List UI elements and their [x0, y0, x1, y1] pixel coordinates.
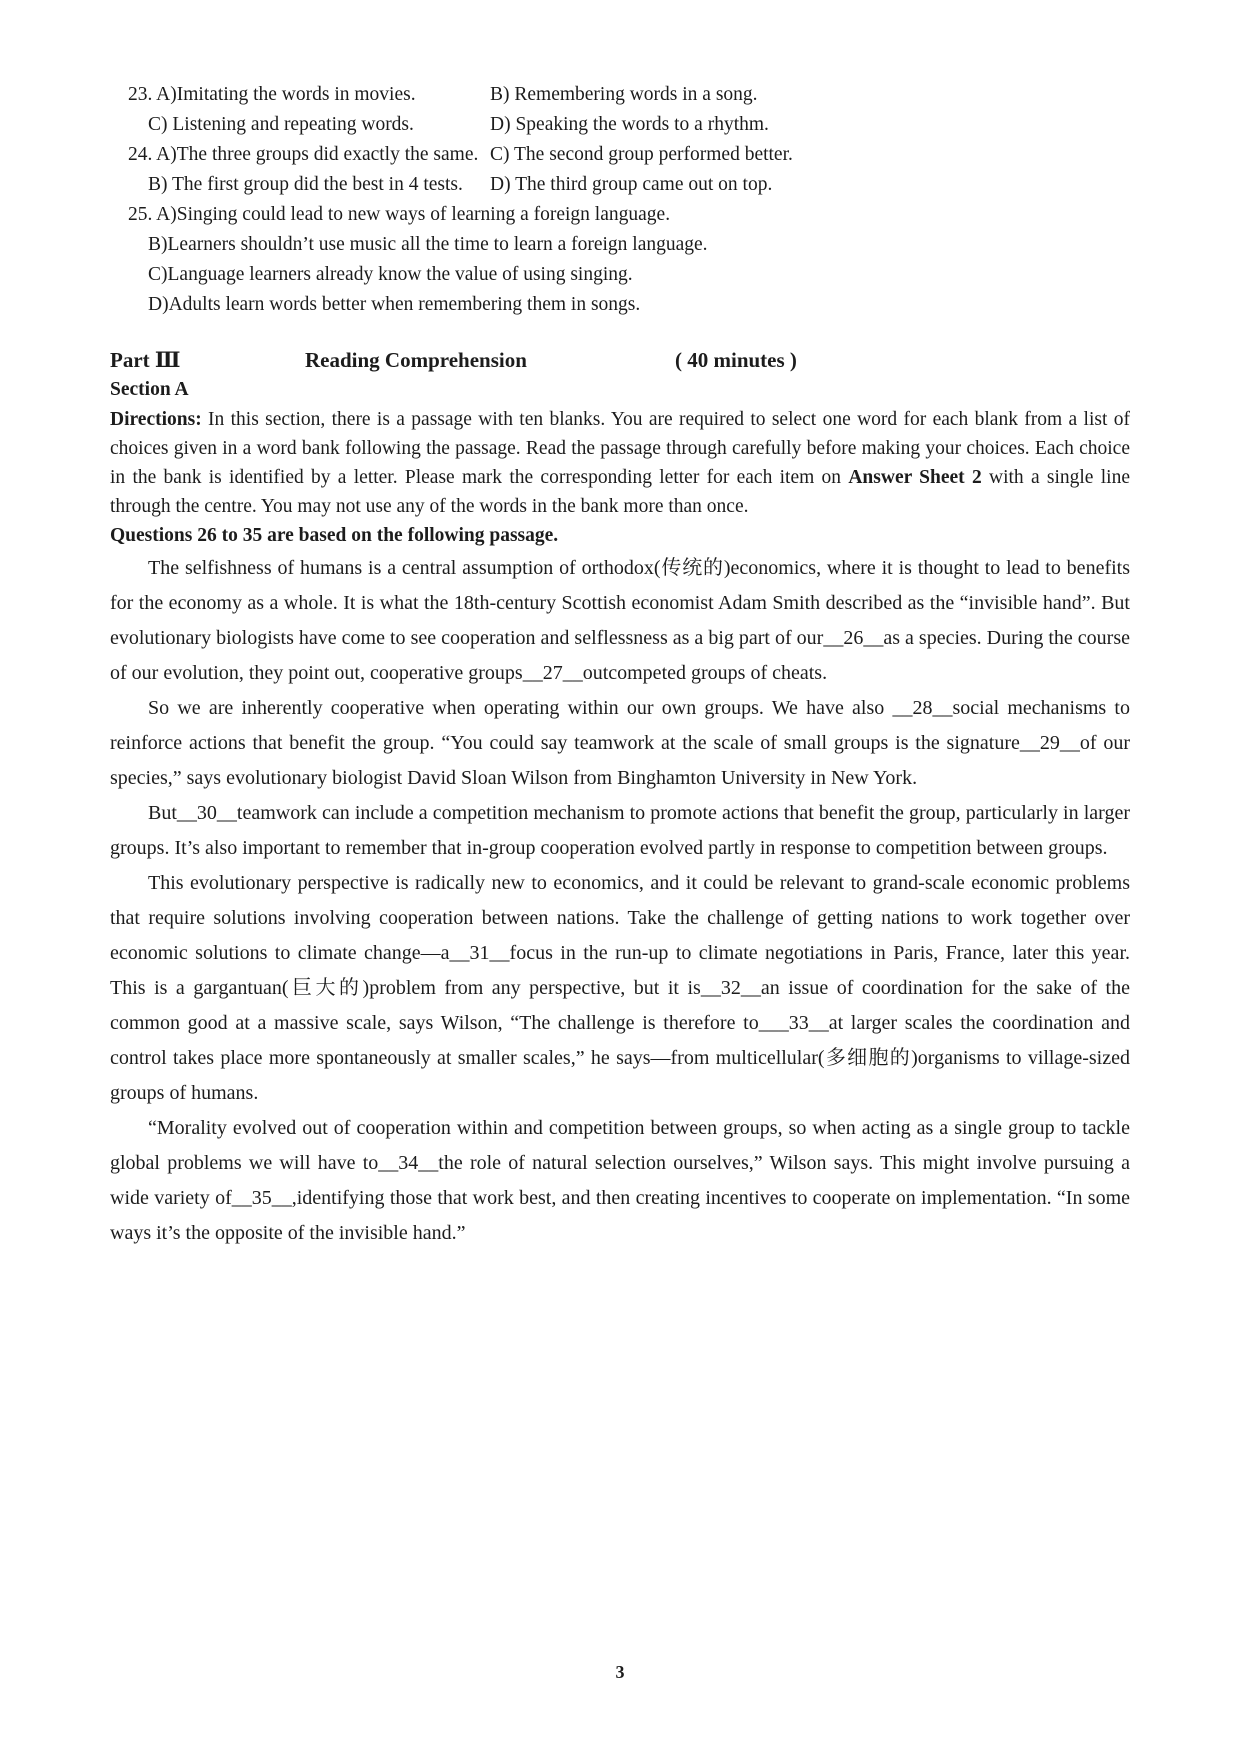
- directions-label: Directions:: [110, 409, 202, 430]
- question-24-row-2: [128, 170, 1130, 200]
- question-25-row-1: [128, 200, 1130, 230]
- passage-paragraph-4: This evolutionary perspective is radically new to economics, and it could be relevant to grand-scale economic problems that require solutions involving cooperation between nations. Take the challenge of getting nations to work together over economic solutions to climate change—a__31__focus in the run-up to climate negotiations in Paris, France, later this year. This is a gargantuan(巨大的)problem from any perspective, but it is__32__an issue of coordination for the sake of the common good at a massive scale, says Wilson, “The challenge is therefore to___33__at larger scales the coordination and control takes place more spontaneously at smaller scales,” he says—from multicellular(多细胞的)organisms to village-sized groups of humans.: [110, 872, 1130, 1104]
- option-24-d: D) The third group came out on top.: [490, 174, 773, 195]
- option-23-b: B) Remembering words in a song.: [490, 84, 758, 105]
- option-25-a: 25. A)Singing could lead to new ways of learning a foreign language.: [128, 204, 671, 225]
- question-25-row-3: [128, 260, 1130, 290]
- questions-range-line: Questions 26 to 35 are based on the following passage.: [110, 525, 559, 546]
- passage-paragraph-5: “Morality evolved out of cooperation within and competition between groups, so when acting as a single group to tackle global problems we will have to__34__the role of natural selection ourselves,” Wilson says. This might involve pursuing a wide variety of__35__,identifying those that work best, and then creating incentives to cooperate on implementation. “In some ways it’s the opposite of the invisible hand.”: [110, 1117, 1130, 1244]
- directions-text-2: with a single line through the centre. You may not use any of the words in the bank more than once.: [110, 467, 1130, 517]
- part-label: Part Ⅲ: [110, 348, 181, 372]
- directions-text-1: In this section, there is a passage with ten blanks. You are required to select one word for each blank from a list of choices given in a word bank following the passage. Read the passage through carefully before making your choices. Each choice in the bank is identified by a letter. Please mark the corresponding letter for each item on: [110, 409, 1130, 488]
- option-23-a: 23. A)Imitating the words in movies.: [128, 84, 416, 105]
- question-23-row-2: [128, 110, 1130, 140]
- part-duration: ( 40 minutes ): [675, 348, 797, 372]
- option-24-b: B) The first group did the best in 4 tests.: [148, 174, 463, 195]
- option-25-b: B)Learners shouldn’t use music all the time to learn a foreign language.: [148, 234, 708, 255]
- question-24-row-1: [128, 140, 1130, 170]
- option-23-d: D) Speaking the words to a rhythm.: [490, 114, 769, 135]
- question-25-row-4: [128, 290, 1130, 320]
- section-a-label: Section A: [110, 379, 189, 400]
- question-25-row-2: [128, 230, 1130, 260]
- listening-questions-block: [110, 80, 1130, 320]
- passage-paragraph-3: But__30__teamwork can include a competition mechanism to promote actions that benefit the group, particularly in larger groups. It’s also important to remember that in-group cooperation evolved partly in response to competition between groups.: [110, 802, 1130, 859]
- page-number: 3: [615, 1662, 625, 1682]
- passage-paragraph-1: The selfishness of humans is a central assumption of orthodox(传统的)economics, where it is thought to lead to benefits for the economy as a whole. It is what the 18th-century Scottish economist Adam Smith described as the “invisible hand”. But evolutionary biologists have come to see cooperation and selflessness as a big part of our__26__as a species. During the course of our evolution, they point out, cooperative groups__27__outcompeted groups of cheats.: [110, 557, 1130, 684]
- directions-paragraph: [110, 405, 1130, 521]
- option-23-c: C) Listening and repeating words.: [148, 114, 414, 135]
- option-24-c: C) The second group performed better.: [490, 144, 793, 165]
- option-25-d: D)Adults learn words better when remembering them in songs.: [148, 294, 641, 315]
- question-23-row-1: [128, 80, 1130, 110]
- option-24-a: 24. A)The three groups did exactly the same.: [128, 144, 479, 165]
- part-3-heading: [110, 345, 1130, 375]
- answer-sheet-label: Answer Sheet 2: [848, 467, 982, 488]
- part-title: Reading Comprehension: [305, 348, 527, 372]
- passage-paragraph-2: So we are inherently cooperative when operating within our own groups. We have also __28__social mechanisms to reinforce actions that benefit the group. “You could say teamwork at the scale of small groups is the signature__29__of our species,” says evolutionary biologist David Sloan Wilson from Binghamton University in New York.: [110, 697, 1130, 789]
- option-25-c: C)Language learners already know the value of using singing.: [148, 264, 633, 285]
